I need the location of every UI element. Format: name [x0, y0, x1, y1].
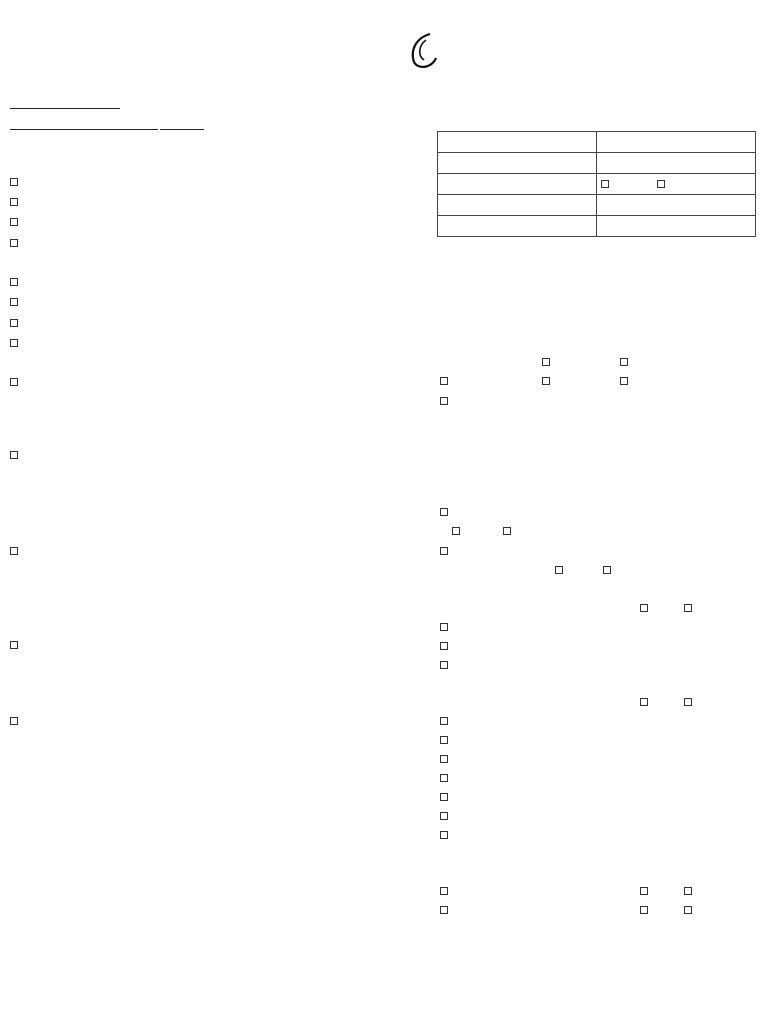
consent-item-2[interactable] [10, 197, 22, 207]
checkbox[interactable] [440, 642, 448, 650]
checkbox[interactable] [542, 377, 550, 385]
operation-oui[interactable] [684, 603, 696, 613]
checkbox[interactable] [440, 397, 448, 405]
checkbox[interactable] [10, 298, 18, 306]
checkbox[interactable] [640, 887, 648, 895]
checkbox[interactable] [10, 239, 18, 247]
checkbox[interactable] [440, 793, 448, 801]
paragraph-1-line[interactable] [10, 377, 22, 387]
id-cell-value[interactable] [597, 195, 756, 216]
checkbox[interactable] [620, 377, 628, 385]
checkbox[interactable] [10, 278, 18, 286]
checkbox[interactable] [10, 178, 18, 186]
checkbox[interactable] [684, 698, 692, 706]
consent-line-4 [10, 121, 204, 133]
femmes-q2-oui[interactable] [684, 905, 696, 915]
side-select-cell [597, 174, 756, 195]
id-cell-label [438, 195, 597, 216]
checkbox[interactable] [452, 527, 460, 535]
operation-item[interactable] [440, 641, 452, 651]
checkbox[interactable] [10, 378, 18, 386]
maladie-item[interactable] [440, 754, 452, 764]
checkbox[interactable] [620, 358, 628, 366]
douleur-q2[interactable] [440, 546, 452, 556]
consent-item-1[interactable] [10, 177, 22, 187]
id-row [438, 174, 756, 195]
checkbox[interactable] [10, 717, 18, 725]
id-row [438, 132, 756, 153]
consent-line-3 [10, 100, 120, 112]
checkbox[interactable] [440, 547, 448, 555]
femmes-q1[interactable] [440, 886, 452, 896]
patient-id-table [437, 131, 756, 237]
checkbox[interactable] [440, 623, 448, 631]
id-cell-value[interactable] [597, 216, 756, 237]
consent-item-7[interactable] [10, 318, 22, 328]
checkbox[interactable] [684, 604, 692, 612]
allergie-non[interactable] [542, 357, 554, 367]
douleur-q1[interactable] [440, 507, 452, 517]
maladie-oui[interactable] [684, 697, 696, 707]
checkbox[interactable] [640, 698, 648, 706]
checkbox[interactable] [10, 339, 18, 347]
operation-item[interactable] [440, 660, 452, 670]
id-cell-label [438, 174, 597, 195]
checkbox[interactable] [440, 717, 448, 725]
id-cell-label [438, 153, 597, 174]
id-cell-label [438, 216, 597, 237]
checkbox[interactable] [684, 906, 692, 914]
consent-item-6[interactable] [10, 297, 22, 307]
operation-non[interactable] [640, 603, 652, 613]
id-cell-value[interactable] [597, 132, 756, 153]
checkbox[interactable] [440, 906, 448, 914]
checkbox[interactable] [10, 319, 18, 327]
paragraph-3-line[interactable] [10, 546, 22, 556]
id-cell-value[interactable] [597, 153, 756, 174]
allergie-autre[interactable] [440, 396, 452, 406]
date-field[interactable] [160, 121, 204, 130]
maladie-non[interactable] [640, 697, 652, 707]
maladie-item[interactable] [440, 716, 452, 726]
consent-item-8[interactable] [10, 338, 22, 348]
checkbox[interactable] [440, 736, 448, 744]
id-row [438, 216, 756, 237]
femmes-q2[interactable] [440, 905, 452, 915]
checkbox[interactable] [640, 604, 648, 612]
paragraph-4-line[interactable] [10, 640, 22, 650]
paragraph-2-line[interactable] [10, 450, 22, 460]
doctor-name-field[interactable] [10, 121, 158, 130]
id-cell-label [438, 132, 597, 153]
checkbox[interactable] [440, 774, 448, 782]
allergie-anesthesie[interactable] [440, 376, 452, 386]
checkbox[interactable] [684, 887, 692, 895]
id-row [438, 195, 756, 216]
consent-item-4[interactable] [10, 238, 22, 248]
id-row [438, 153, 756, 174]
maladie-item[interactable] [440, 830, 452, 840]
maladie-item[interactable] [440, 735, 452, 745]
femmes-q1-oui[interactable] [684, 886, 696, 896]
checkbox[interactable] [10, 451, 18, 459]
operation-item[interactable] [440, 622, 452, 632]
consent-item-5[interactable] [10, 277, 22, 287]
femmes-q1-non[interactable] [640, 886, 652, 896]
checkbox[interactable] [10, 198, 18, 206]
maladie-item[interactable] [440, 792, 452, 802]
hospital-logo [408, 32, 498, 72]
checkbox[interactable] [640, 906, 648, 914]
logo-mark-icon [408, 32, 440, 70]
gauche-checkbox[interactable] [601, 180, 609, 188]
douleur-q1-non[interactable] [452, 526, 464, 536]
douleur-q2-oui[interactable] [603, 565, 615, 575]
intervention-type-field[interactable] [10, 100, 120, 109]
checkbox[interactable] [440, 887, 448, 895]
allergie-oui[interactable] [620, 357, 632, 367]
checkbox[interactable] [440, 508, 448, 516]
paragraph-5-line[interactable] [10, 716, 22, 726]
checkbox[interactable] [10, 641, 18, 649]
consent-item-3[interactable] [10, 217, 22, 227]
maladie-item[interactable] [440, 773, 452, 783]
checkbox[interactable] [440, 377, 448, 385]
checkbox[interactable] [440, 661, 448, 669]
checkbox[interactable] [542, 358, 550, 366]
maladie-item[interactable] [440, 811, 452, 821]
femmes-q2-non[interactable] [640, 905, 652, 915]
allergie-latex[interactable] [542, 376, 554, 386]
checkbox[interactable] [555, 566, 563, 574]
droite-checkbox[interactable] [657, 180, 665, 188]
checkbox[interactable] [440, 831, 448, 839]
checkbox[interactable] [440, 812, 448, 820]
douleur-q1-oui[interactable] [503, 526, 515, 536]
checkbox[interactable] [503, 527, 511, 535]
checkbox[interactable] [10, 218, 18, 226]
checkbox[interactable] [10, 547, 18, 555]
allergie-desinfection[interactable] [620, 376, 632, 386]
checkbox[interactable] [440, 755, 448, 763]
douleur-q2-non[interactable] [555, 565, 567, 575]
checkbox[interactable] [603, 566, 611, 574]
